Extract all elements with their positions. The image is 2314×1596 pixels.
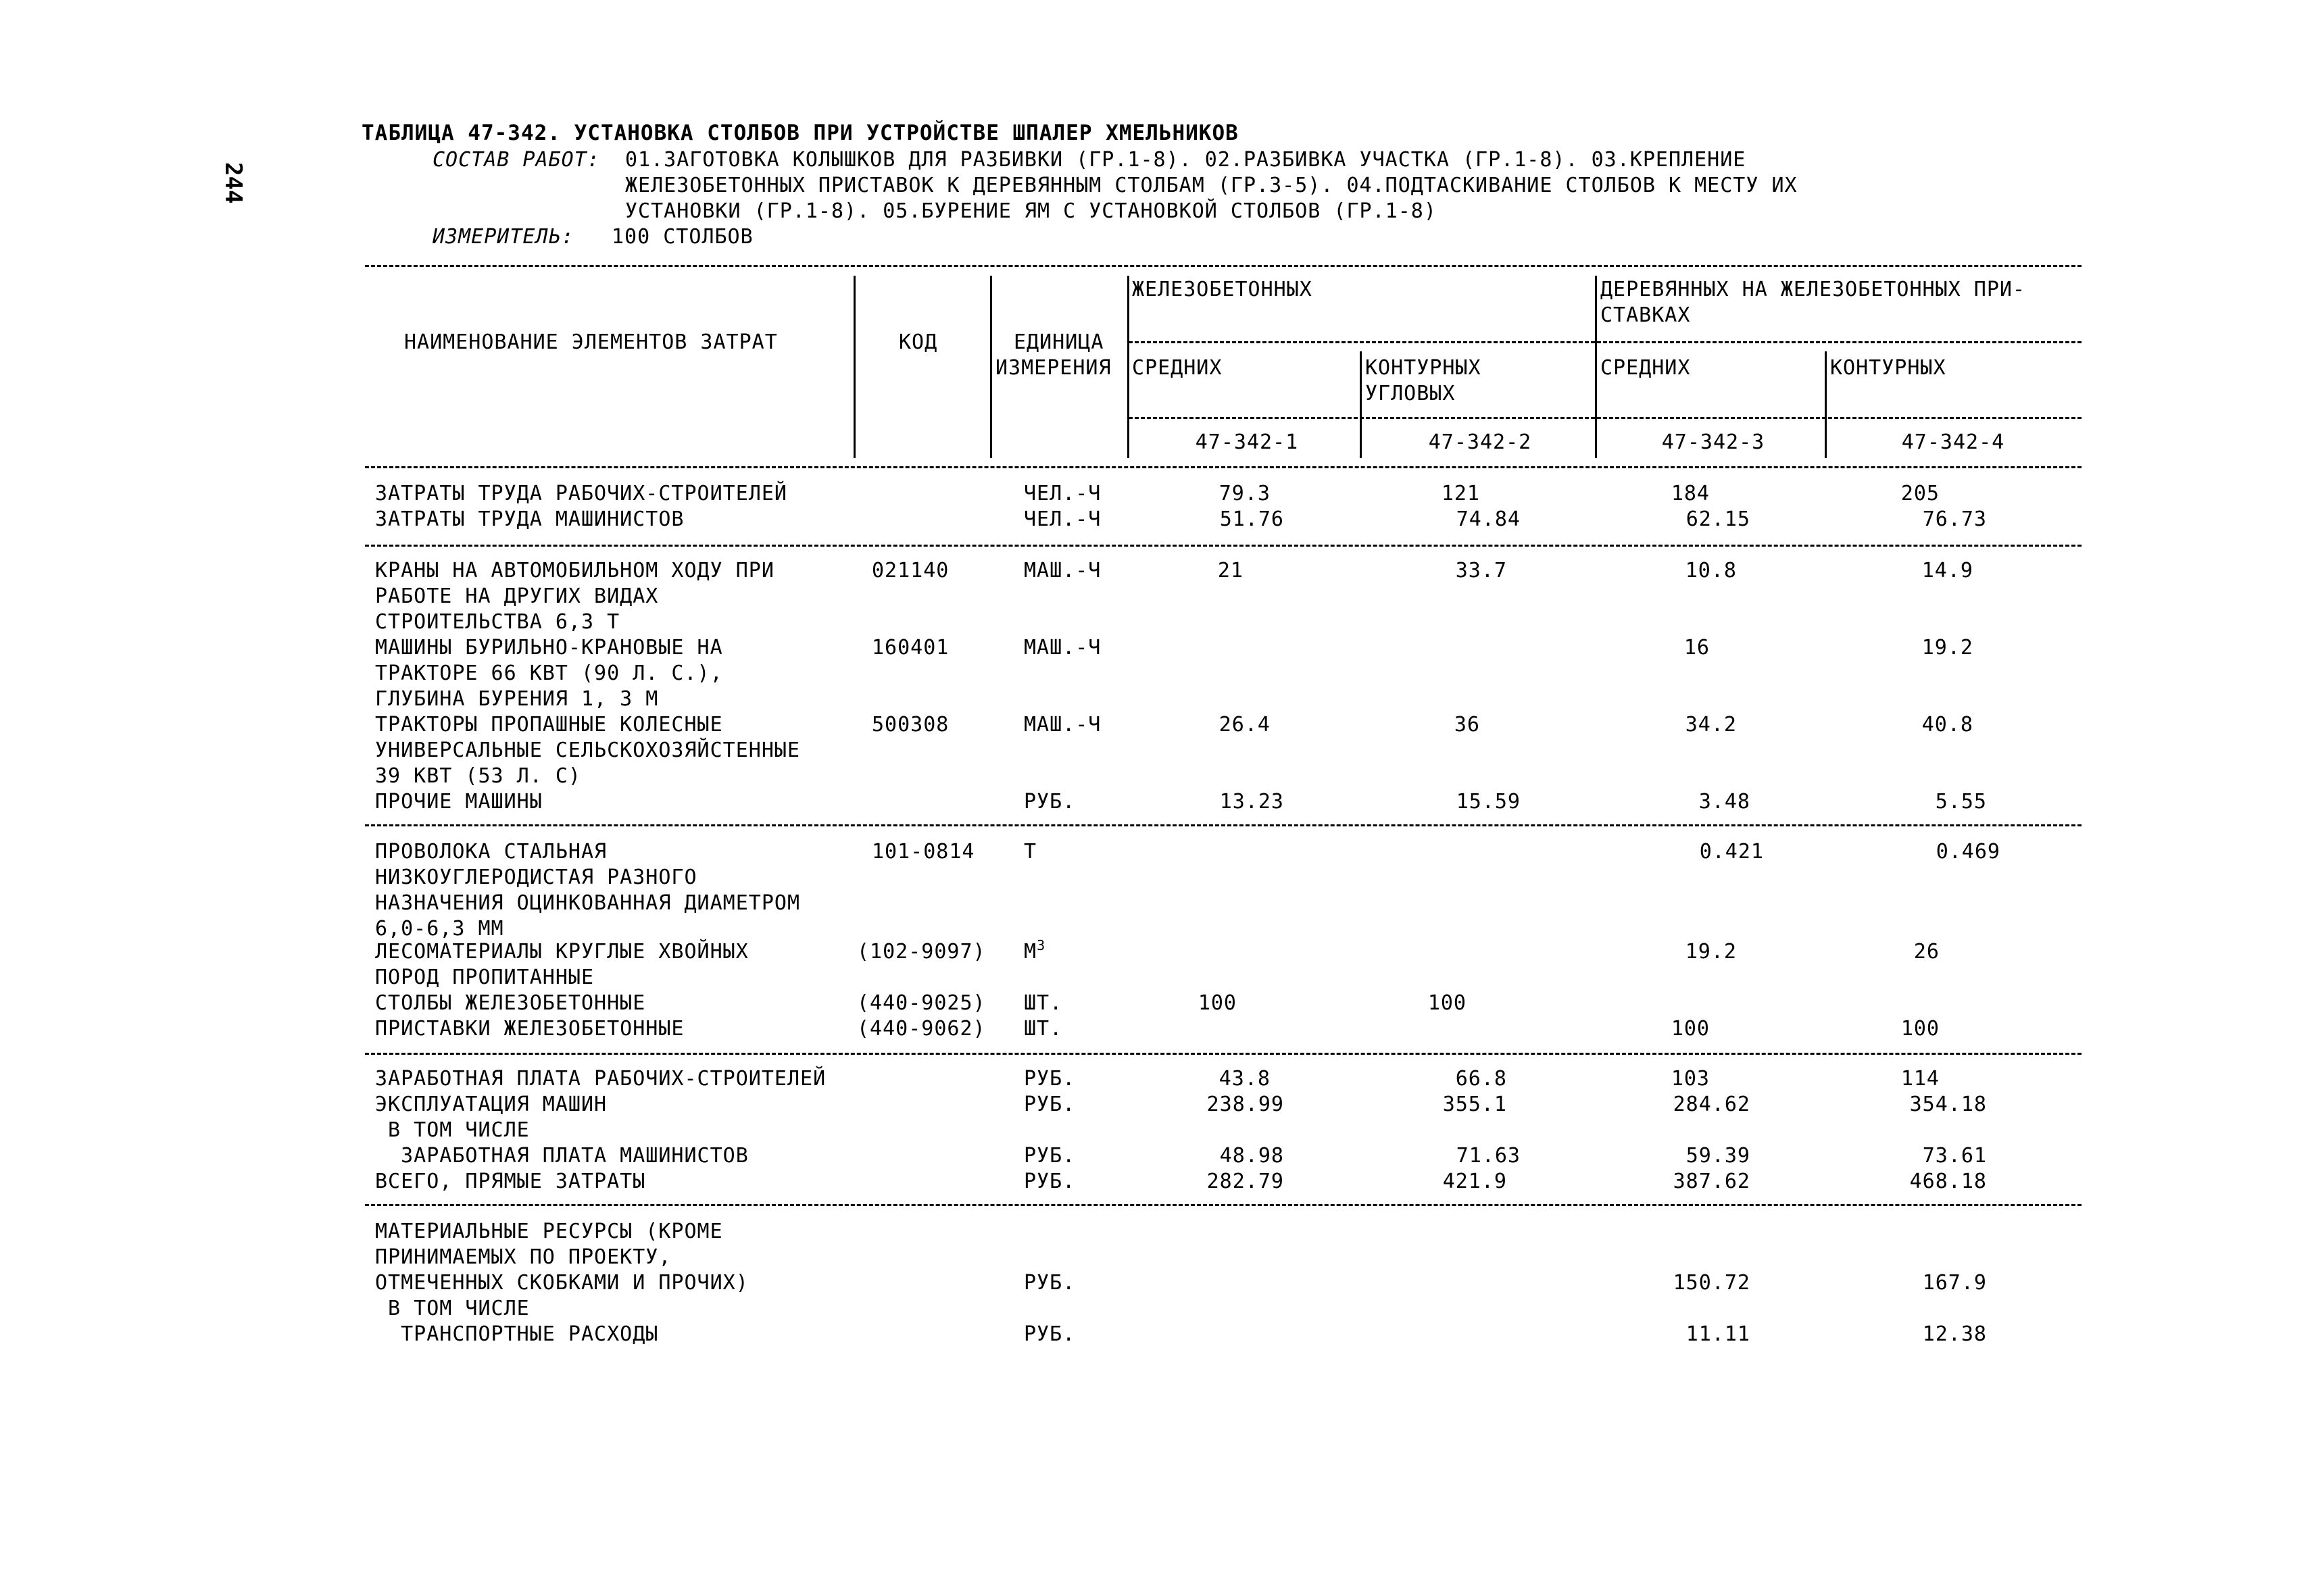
row-value: 167.9: [1922, 1271, 1987, 1295]
row-unit: РУБ.: [1024, 1067, 1076, 1091]
row-unit: РУБ.: [1024, 1144, 1076, 1168]
row-name: ТРАКТОРЫ ПРОПАШНЫЕ КОЛЕСНЫЕ: [375, 713, 723, 737]
row-value: 468.18: [1909, 1170, 1987, 1193]
row-name: ГЛУБИНА БУРЕНИЯ 1, 3 М: [375, 687, 659, 711]
row-value: 15.59: [1456, 790, 1521, 814]
row-code: 160401: [872, 636, 950, 659]
row-code: 500308: [872, 713, 950, 737]
row-value: 14.9: [1921, 559, 1973, 582]
row-value: 19.2: [1921, 636, 1973, 659]
row-name: В ТОМ ЧИСЛЕ: [375, 1297, 530, 1320]
row-name: ТРАКТОРЕ 66 КВТ (90 Л. С.),: [375, 662, 723, 685]
divider: [1825, 351, 1827, 458]
row-unit: Т: [1024, 840, 1037, 864]
row-name: РАБОТЕ НА ДРУГИХ ВИДАХ: [375, 584, 659, 608]
row-value: 40.8: [1921, 713, 1973, 737]
row-value: 121: [1441, 482, 1480, 505]
row-unit: РУБ.: [1024, 1170, 1076, 1193]
row-unit: ЧЕЛ.-Ч: [1024, 507, 1102, 531]
header-sub: СРЕДНИХ: [1132, 356, 1223, 380]
work-line: 01.ЗАГОТОВКА КОЛЫШКОВ ДЛЯ РАЗБИВКИ (ГР.1-8). 02.РАЗБИВКА УЧАСТКА (ГР.1-8). 03.КРЕПЛЕНИЕ: [625, 148, 1746, 172]
row-value: 33.7: [1455, 559, 1507, 582]
header-code: КОД: [899, 330, 938, 354]
row-value: 26.4: [1218, 713, 1271, 737]
row-code: 101-0814: [872, 840, 975, 864]
header-code-4: 47-342-4: [1901, 430, 2005, 454]
row-value: 21: [1217, 559, 1244, 582]
row-code: (440-9062): [857, 1017, 986, 1041]
row-name: СТРОИТЕЛЬСТВА 6,3 Т: [375, 610, 620, 634]
row-value: 66.8: [1455, 1067, 1507, 1091]
divider: [1129, 417, 2082, 419]
row-value: 19.2: [1685, 940, 1737, 964]
row-name: 6,0-6,3 ММ: [375, 917, 504, 941]
row-value: 36: [1454, 713, 1480, 737]
row-name: СТОЛБЫ ЖЕЛЕЗОБЕТОННЫЕ: [375, 991, 646, 1015]
row-value: 0.469: [1936, 840, 2000, 864]
row-name: ПРОЧИЕ МАШИНЫ: [375, 790, 543, 814]
row-value: 10.8: [1685, 559, 1737, 582]
header-code-2: 47-342-2: [1428, 430, 1532, 454]
divider: [854, 276, 856, 458]
row-name: НАЗНАЧЕНИЯ ОЦИНКОВАННАЯ ДИАМЕТРОМ: [375, 891, 801, 915]
row-name: ТРАНСПОРТНЫЕ РАСХОДЫ: [375, 1322, 659, 1346]
row-value: 11.11: [1685, 1322, 1750, 1346]
row-unit: МАШ.-Ч: [1024, 636, 1102, 659]
row-name: КРАНЫ НА АВТОМОБИЛЬНОМ ХОДУ ПРИ: [375, 559, 774, 582]
row-value: 114: [1900, 1067, 1940, 1091]
row-value: 13.23: [1219, 790, 1284, 814]
header-group-a: ЖЕЛЕЗОБЕТОННЫХ: [1132, 278, 1312, 301]
row-value: 421.9: [1442, 1170, 1507, 1193]
row-value: 205: [1900, 482, 1940, 505]
header-code-3: 47-342-3: [1661, 430, 1765, 454]
row-name: МАШИНЫ БУРИЛЬНО-КРАНОВЫЕ НА: [375, 636, 723, 659]
row-name: ВСЕГО, ПРЯМЫЕ ЗАТРАТЫ: [375, 1170, 646, 1193]
work-line: ЖЕЛЕЗОБЕТОННЫХ ПРИСТАВОК К ДЕРЕВЯННЫМ СТОЛБАМ (ГР.3-5). 04.ПОДТАСКИВАНИЕ СТОЛБОВ К МЕСТУ ИХ: [625, 174, 1798, 197]
divider: [1127, 276, 1129, 458]
divider: [365, 265, 2082, 267]
row-value: 103: [1671, 1067, 1710, 1091]
header-code-1: 47-342-1: [1195, 430, 1299, 454]
row-value: 238.99: [1206, 1093, 1284, 1116]
row-name: ЗАРАБОТНАЯ ПЛАТА РАБОЧИХ-СТРОИТЕЛЕЙ: [375, 1067, 827, 1091]
row-unit: МАШ.-Ч: [1024, 559, 1102, 582]
row-value: 73.61: [1922, 1144, 1987, 1168]
header-sub: СРЕДНИХ: [1600, 356, 1691, 380]
row-name: ПОРОД ПРОПИТАННЫЕ: [375, 966, 595, 989]
row-value: 76.73: [1922, 507, 1987, 531]
header-sub: УГЛОВЫХ: [1365, 382, 1456, 405]
row-name: ЗАТРАТЫ ТРУДА РАБОЧИХ-СТРОИТЕЛЕЙ: [375, 482, 787, 505]
row-value: 5.55: [1935, 790, 1987, 814]
row-value: 43.8: [1218, 1067, 1271, 1091]
row-value: 355.1: [1442, 1093, 1507, 1116]
row-unit: ШТ.: [1024, 991, 1063, 1015]
divider: [365, 545, 2082, 547]
divider: [365, 824, 2082, 826]
meter-label: ИЗМЕРИТЕЛЬ:: [433, 225, 574, 249]
row-value: 71.63: [1456, 1144, 1521, 1168]
row-name: ПРИНИМАЕМЫХ ПО ПРОЕКТУ,: [375, 1245, 672, 1269]
row-value: 100: [1198, 991, 1237, 1015]
row-value: 282.79: [1206, 1170, 1284, 1193]
work-label: СОСТАВ РАБОТ:: [433, 148, 600, 172]
row-unit: РУБ.: [1024, 1271, 1076, 1295]
row-value: 284.62: [1673, 1093, 1750, 1116]
header-unit: ЕДИНИЦА: [1014, 330, 1104, 354]
row-value: 26: [1913, 940, 1940, 964]
row-unit: РУБ.: [1024, 790, 1076, 814]
unit-superscript: 3: [1037, 937, 1046, 953]
row-name: ЭКСПЛУАТАЦИЯ МАШИН: [375, 1093, 608, 1116]
row-name: ЗАРАБОТНАЯ ПЛАТА МАШИНИСТОВ: [375, 1144, 749, 1168]
row-name: НИЗКОУГЛЕРОДИСТАЯ РАЗНОГО: [375, 866, 697, 889]
row-unit: ЧЕЛ.-Ч: [1024, 482, 1102, 505]
row-name: УНИВЕРСАЛЬНЫЕ СЕЛЬСКОХОЗЯЙСТЕННЫЕ: [375, 739, 801, 762]
divider: [990, 276, 992, 458]
row-unit: РУБ.: [1024, 1093, 1076, 1116]
row-unit: РУБ.: [1024, 1322, 1076, 1346]
row-value: 354.18: [1909, 1093, 1987, 1116]
header-name: НАИМЕНОВАНИЕ ЭЛЕМЕНТОВ ЗАТРАТ: [404, 330, 778, 354]
header-group-b: ДЕРЕВЯННЫХ НА ЖЕЛЕЗОБЕТОННЫХ ПРИ-: [1600, 278, 2026, 301]
row-value: 51.76: [1219, 507, 1284, 531]
header-sub: КОНТУРНЫХ: [1830, 356, 1946, 380]
row-name: ОТМЕЧЕННЫХ СКОБКАМИ И ПРОЧИХ): [375, 1271, 749, 1295]
divider: [1595, 276, 1597, 458]
row-value: 62.15: [1685, 507, 1750, 531]
row-code: (440-9025): [857, 991, 986, 1015]
row-unit: ШТ.: [1024, 1017, 1063, 1041]
header-unit: ИЗМЕРЕНИЯ: [995, 356, 1112, 380]
row-value: 48.98: [1219, 1144, 1284, 1168]
row-value: 79.3: [1218, 482, 1271, 505]
unit-text: М: [1024, 940, 1037, 964]
row-value: 387.62: [1673, 1170, 1750, 1193]
row-value: 100: [1427, 991, 1467, 1015]
row-name: МАТЕРИАЛЬНЫЕ РЕСУРСЫ (КРОМЕ: [375, 1220, 723, 1243]
row-value: 100: [1900, 1017, 1940, 1041]
table-title: ТАБЛИЦА 47-342. УСТАНОВКА СТОЛБОВ ПРИ УСТРОЙСТВЕ ШПАЛЕР ХМЕЛЬНИКОВ: [362, 121, 1239, 145]
row-value: 16: [1683, 636, 1710, 659]
work-line: УСТАНОВКИ (ГР.1-8). 05.БУРЕНИЕ ЯМ С УСТАНОВКОЙ СТОЛБОВ (ГР.1-8): [625, 199, 1437, 223]
row-value: 0.421: [1699, 840, 1764, 864]
row-value: 184: [1671, 482, 1710, 505]
row-value: 12.38: [1922, 1322, 1987, 1346]
divider: [1360, 351, 1362, 458]
row-name: ЗАТРАТЫ ТРУДА МАШИНИСТОВ: [375, 507, 685, 531]
header-group-b: СТАВКАХ: [1600, 303, 1691, 327]
row-value: 34.2: [1685, 713, 1737, 737]
meter-value: 100 СТОЛБОВ: [612, 225, 754, 249]
page-number: 244: [220, 162, 247, 204]
row-value: 150.72: [1673, 1271, 1750, 1295]
row-value: 74.84: [1456, 507, 1521, 531]
divider: [1129, 341, 2082, 343]
divider: [365, 1204, 2082, 1206]
header-sub: КОНТУРНЫХ: [1365, 356, 1481, 380]
row-name: В ТОМ ЧИСЛЕ: [375, 1118, 530, 1142]
row-value: 3.48: [1698, 790, 1750, 814]
row-unit: [1024, 939, 1045, 965]
row-value: 59.39: [1685, 1144, 1750, 1168]
divider: [365, 466, 2082, 468]
row-name: 39 КВТ (53 Л. С): [375, 764, 581, 788]
row-code: (102-9097): [857, 940, 986, 964]
row-value: 100: [1671, 1017, 1710, 1041]
row-name: ПРОВОЛОКА СТАЛЬНАЯ: [375, 840, 608, 864]
row-code: 021140: [872, 559, 950, 582]
row-name: ПРИСТАВКИ ЖЕЛЕЗОБЕТОННЫЕ: [375, 1017, 685, 1041]
divider: [365, 1053, 2082, 1055]
row-unit: МАШ.-Ч: [1024, 713, 1102, 737]
row-name: ЛЕСОМАТЕРИАЛЫ КРУГЛЫЕ ХВОЙНЫХ: [375, 940, 749, 964]
